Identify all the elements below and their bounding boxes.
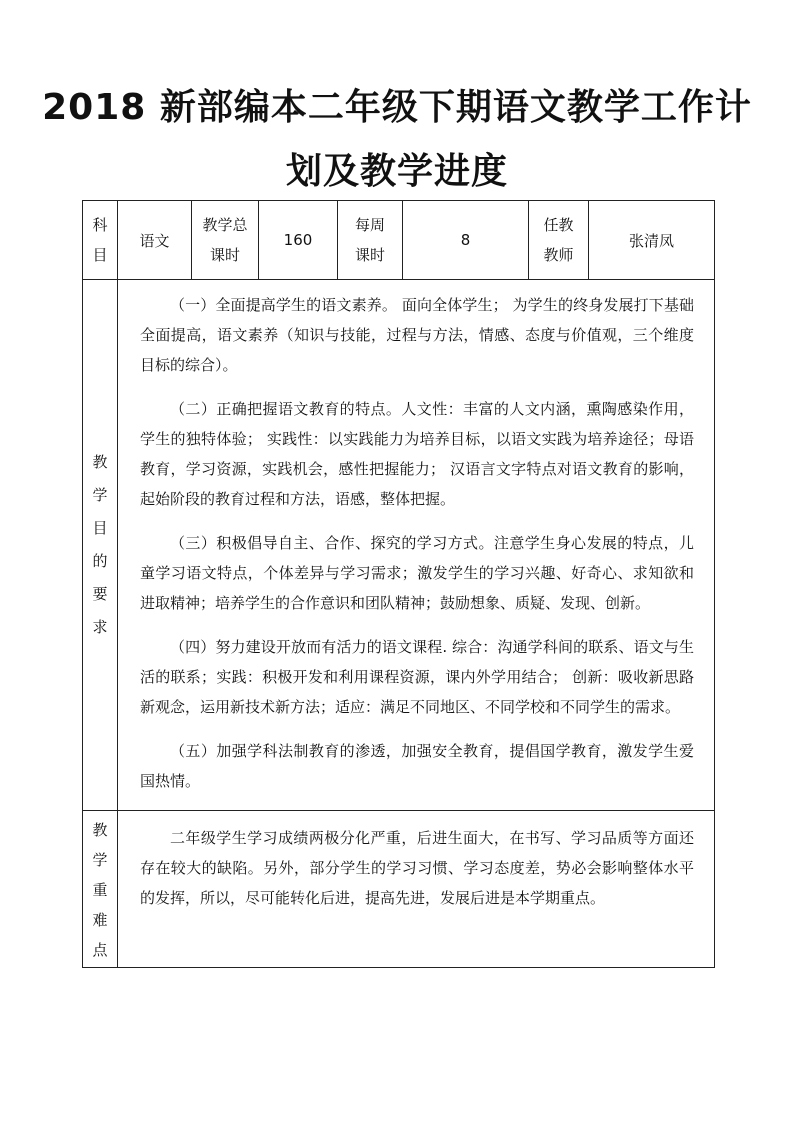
goals-row <box>83 280 715 811</box>
difficulties-label-char: 重 <box>92 881 108 899</box>
goals-label-char: 的 <box>92 552 108 570</box>
subject-value: 语文 <box>118 201 192 280</box>
goals-label-cell <box>83 280 118 811</box>
weekly-hours-label-2: 课时 <box>354 246 385 264</box>
subject-label-cell <box>83 201 118 280</box>
goal-paragraph-2: （二）正确把握语文教育的特点。人文性：丰富的人文内涵，熏陶感染作用，学生的独特体验； 实践性：以实践能力为培养目标，以语文实践为培养途径；母语教育，学习资源，实践机会，感性把握能力； 汉语言文字特点对语文教育的影响，起始阶段的教育过程和方法，语感，整体把握。 <box>140 400 694 508</box>
weekly-hours-label-1: 每周 <box>354 216 385 234</box>
weekly-hours-value: 8 <box>403 201 529 280</box>
document-title-line-1: 2018 新部编本二年级下期语文教学工作计 <box>42 87 752 128</box>
difficulties-label-char: 难 <box>92 911 108 929</box>
total-hours-label-1: 教学总 <box>202 216 248 234</box>
goals-label-char: 求 <box>92 618 108 636</box>
difficulties-label-cell <box>83 811 118 968</box>
goals-content <box>118 280 715 811</box>
goal-paragraph-3: （三）积极倡导自主、合作、探究的学习方式。注意学生身心发展的特点，儿童学习语文特点，个体差异与学习需求；激发学生的学习兴趣、好奇心、求知欲和进取精神；培养学生的合作意识和团队精神；鼓励想象、质疑、发现、创新。 <box>140 534 694 612</box>
total-hours-label-cell <box>192 201 259 280</box>
difficulties-row <box>83 811 715 968</box>
goals-label-char: 目 <box>92 519 108 537</box>
difficulties-content <box>118 811 715 968</box>
difficulties-label-char: 教 <box>92 821 108 839</box>
goals-label-char: 教 <box>92 453 108 471</box>
goals-label-char: 要 <box>92 585 108 603</box>
header-row <box>83 201 715 280</box>
goal-paragraph-1: （一）全面提高学生的语文素养。 面向全体学生； 为学生的终身发展打下基础 全面提高，语文素养（知识与技能，过程与方法，情感、态度与价值观，三个维度目标的综合）。 <box>140 296 694 374</box>
goal-paragraph-5: （五）加强学科法制教育的渗透，加强安全教育，提倡国学教育，激发学生爱国热情。 <box>140 742 694 790</box>
goal-paragraph-4: （四）努力建设开放而有活力的语文课程. 综合：沟通学科间的联系、语文与生活的联系；实践：积极开发和利用课程资源，课内外学用结合； 创新：吸收新思路新观念，运用新技术新方法；适应：满足不同地区、不同学校和不同学生的需求。 <box>140 638 694 716</box>
total-hours-value: 160 <box>259 201 338 280</box>
teacher-label-1: 任教 <box>543 216 574 234</box>
difficulties-paragraph: 二年级学生学习成绩两极分化严重，后进生面大，在书写、学习品质等方面还存在较大的缺陷。另外，部分学生的学习习惯、学习态度差，势必会影响整体水平的发挥，所以，尽可能转化后进，提高先进，发展后进是本学期重点。 <box>140 829 694 907</box>
teacher-label-cell <box>529 201 589 280</box>
total-hours-label-2: 课时 <box>209 246 240 264</box>
teacher-label-2: 教师 <box>543 246 574 264</box>
weekly-hours-label-cell <box>338 201 403 280</box>
difficulties-label-char: 点 <box>92 941 108 959</box>
subject-label-2: 目 <box>92 246 108 264</box>
teaching-plan-table <box>82 200 715 968</box>
teacher-value: 张清凤 <box>589 201 715 280</box>
difficulties-label-char: 学 <box>92 851 108 869</box>
goals-label-char: 学 <box>92 486 108 504</box>
document-title-line-2: 划及教学进度 <box>285 151 508 192</box>
subject-label-1: 科 <box>92 216 108 234</box>
